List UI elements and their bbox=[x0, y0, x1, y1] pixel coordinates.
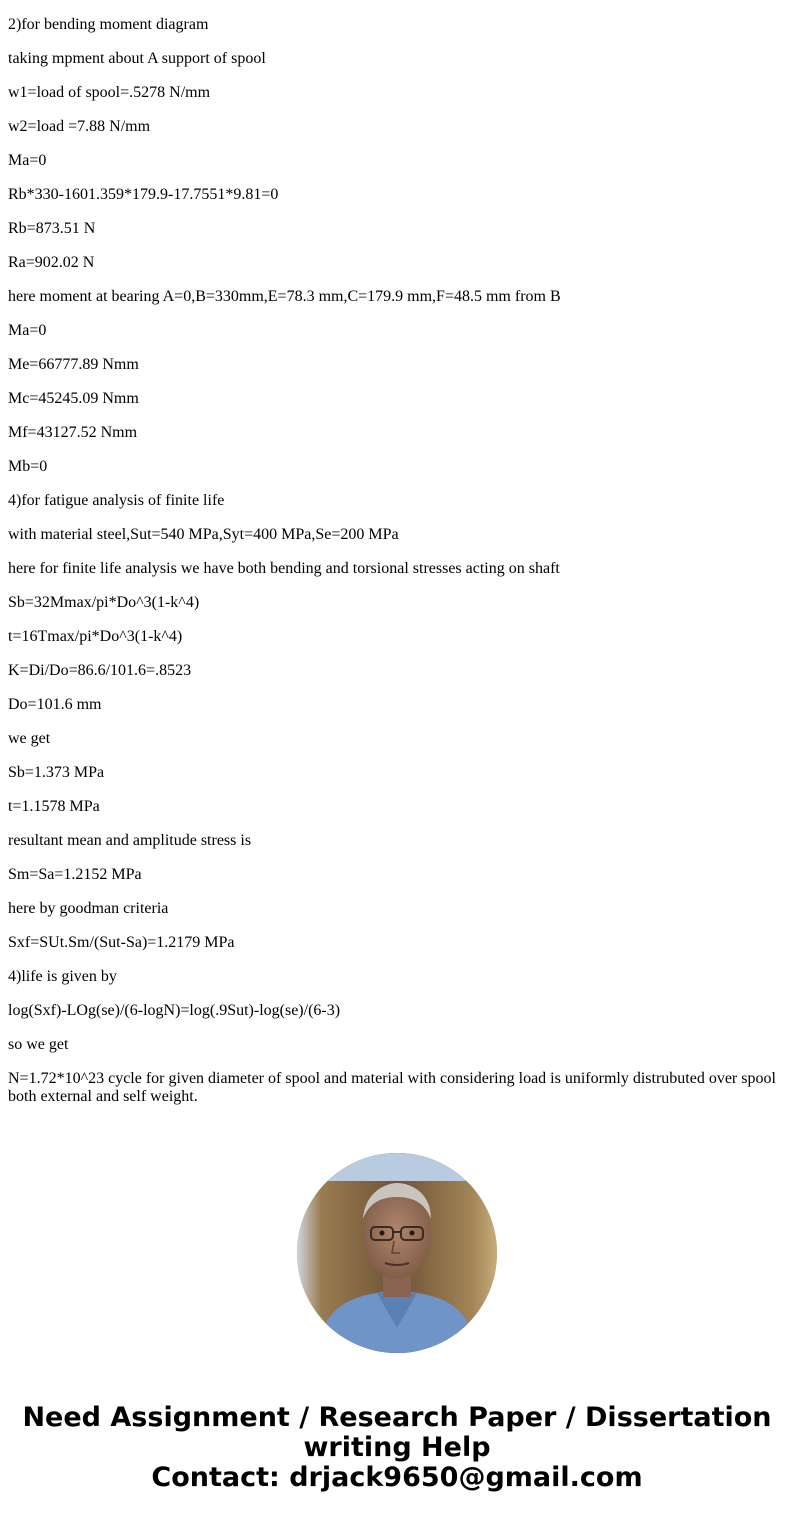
text-line: with material steel,Sut=540 MPa,Syt=400 MPa,Se=200 MPa bbox=[8, 526, 399, 543]
text-line: taking mpment about A support of spool bbox=[8, 50, 266, 67]
text-line: resultant mean and amplitude stress is bbox=[8, 832, 252, 849]
solution-text bbox=[8, 16, 786, 1122]
text-line: 4)life is given by bbox=[8, 968, 117, 985]
text-line: K=Di/Do=86.6/101.6=.8523 bbox=[8, 662, 192, 679]
text-line: here by goodman criteria bbox=[8, 900, 169, 917]
text-line: Ma=0 bbox=[8, 152, 47, 169]
text-line: t=16Tmax/pi*Do^3(1-k^4) bbox=[8, 628, 183, 645]
text-line: Sm=Sa=1.2152 MPa bbox=[8, 866, 142, 883]
text-line: Do=101.6 mm bbox=[8, 696, 102, 713]
text-line: Rb*330-1601.359*179.9-17.7551*9.81=0 bbox=[8, 186, 279, 203]
promo-line-2: writing Help bbox=[303, 1432, 491, 1463]
avatar bbox=[297, 1153, 497, 1353]
text-line: Sb=1.373 MPa bbox=[8, 764, 105, 781]
text-line: w2=load =7.88 N/mm bbox=[8, 118, 151, 135]
text-line: Sxf=SUt.Sm/(Sut-Sa)=1.2179 MPa bbox=[8, 934, 235, 951]
text-line: here for finite life analysis we have both bending and torsional stresses acting on shaft bbox=[8, 560, 560, 577]
text-line: log(Sxf)-LOg(se)/(6-logN)=log(.9Sut)-log(se)/(6-3) bbox=[8, 1002, 341, 1019]
text-line: we get bbox=[8, 730, 51, 747]
text-line: here moment at bearing A=0,B=330mm,E=78.3 mm,C=179.9 mm,F=48.5 mm from B bbox=[8, 288, 561, 305]
text-line: Mc=45245.09 Nmm bbox=[8, 390, 139, 407]
text-line: w1=load of spool=.5278 N/mm bbox=[8, 84, 211, 101]
text-line: Mb=0 bbox=[8, 458, 48, 475]
text-line: N=1.72*10^23 cycle for given diameter of spool and material with considering load is uniformly distrubuted over spool both external and self weight. bbox=[8, 1070, 776, 1105]
promo-line-1: Need Assignment / Research Paper / Dissertation bbox=[22, 1402, 772, 1433]
person-portrait-icon bbox=[297, 1153, 497, 1353]
text-line: t=1.1578 MPa bbox=[8, 798, 100, 815]
text-line: Me=66777.89 Nmm bbox=[8, 356, 139, 373]
promo-banner bbox=[0, 1403, 794, 1493]
text-line: Mf=43127.52 Nmm bbox=[8, 424, 138, 441]
text-line: Rb=873.51 N bbox=[8, 220, 96, 237]
text-line: 4)for fatigue analysis of finite life bbox=[8, 492, 225, 509]
promo-contact: Contact: drjack9650@gmail.com bbox=[151, 1462, 643, 1493]
text-line: Sb=32Mmax/pi*Do^3(1-k^4) bbox=[8, 594, 200, 611]
text-line: 2)for bending moment diagram bbox=[8, 16, 209, 33]
text-line: Ma=0 bbox=[8, 322, 47, 339]
text-line: Ra=902.02 N bbox=[8, 254, 95, 271]
text-line: so we get bbox=[8, 1036, 69, 1053]
